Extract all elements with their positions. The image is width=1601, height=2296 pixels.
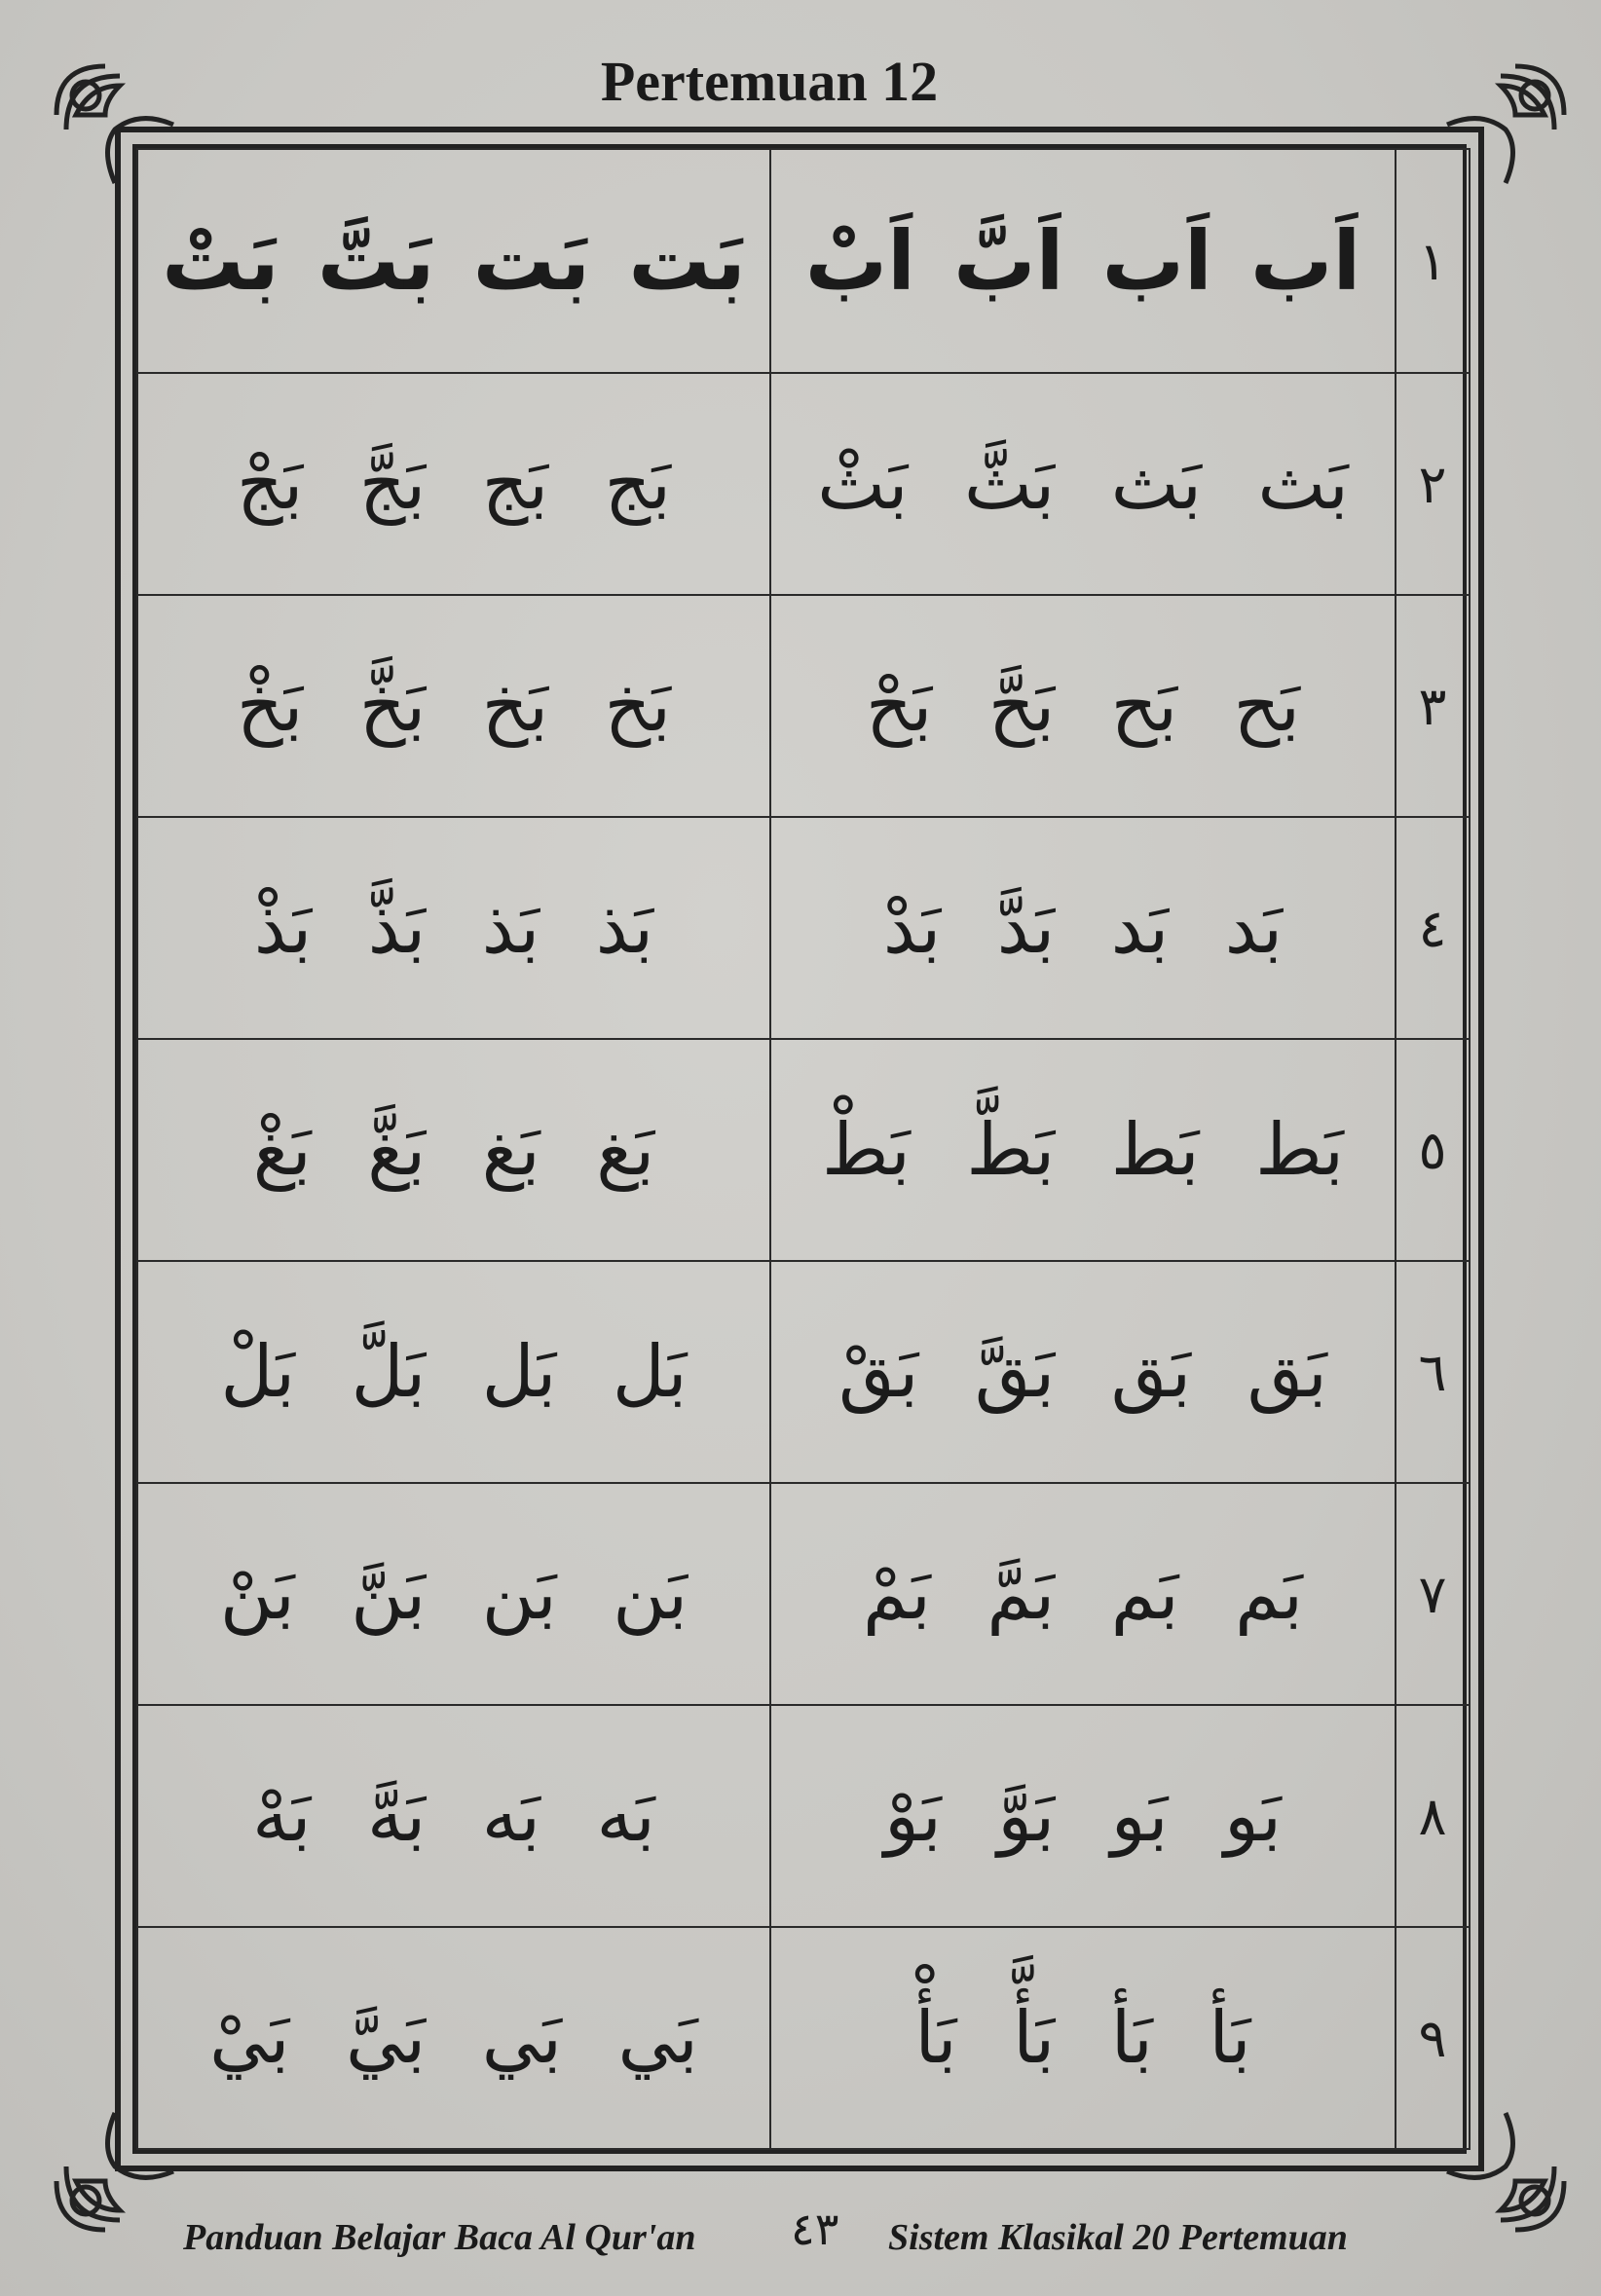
lesson-cell-left: بَل بَل بَلَّ بَلْ: [137, 1261, 770, 1483]
table-row: [137, 149, 1470, 373]
row-number: ٥: [1396, 1039, 1470, 1261]
table-row: [137, 1927, 1470, 2149]
table-row: [137, 1705, 1470, 1927]
lesson-cell-left: بَذ بَذ بَذَّ بَذْ: [137, 817, 770, 1039]
lesson-cell-right: بَو بَو بَوَّ بَوْ: [770, 1705, 1396, 1927]
lesson-cell-left: بَي بَي بَيَّ بَيْ: [137, 1927, 770, 2149]
table-row: [137, 595, 1470, 817]
row-number: ٧: [1396, 1483, 1470, 1705]
lesson-cell-right: بَث بَث بَثَّ بَثْ: [770, 373, 1396, 595]
lesson-cell-right: بَق بَق بَقَّ بَقْ: [770, 1261, 1396, 1483]
table-row: [137, 1483, 1470, 1705]
table-row: [137, 1039, 1470, 1261]
row-number: ٨: [1396, 1705, 1470, 1927]
lesson-cell-right: بَد بَد بَدَّ بَدْ: [770, 817, 1396, 1039]
row-number: ٤: [1396, 817, 1470, 1039]
lesson-cell-right: اَب اَب اَبَّ اَبْ: [770, 149, 1396, 373]
footer-page-number: ٤٣: [791, 2203, 839, 2255]
lesson-cell-right: بَأ بَأ بَأَّ بَأْ: [770, 1927, 1396, 2149]
row-number: ١: [1396, 149, 1470, 373]
lesson-cell-left: بَغ بَغ بَغَّ بَغْ: [137, 1039, 770, 1261]
table-row: [137, 817, 1470, 1039]
lesson-cell-left: بَت بَت بَتَّ بَتْ: [137, 149, 770, 373]
table-row: [137, 373, 1470, 595]
lesson-cell-left: بَن بَن بَنَّ بَنْ: [137, 1483, 770, 1705]
lesson-cell-right: بَط بَط بَطَّ بَطْ: [770, 1039, 1396, 1261]
row-number: ٢: [1396, 373, 1470, 595]
lesson-cell-right: بَم بَم بَمَّ بَمْ: [770, 1483, 1396, 1705]
lesson-cell-right: بَح بَح بَحَّ بَحْ: [770, 595, 1396, 817]
footer-book-title: Panduan Belajar Baca Al Qur'an: [183, 2217, 696, 2258]
table-row: [137, 1261, 1470, 1483]
page-title: Pertemuan 12: [600, 50, 939, 113]
lesson-table: [136, 148, 1471, 2150]
lesson-cell-left: بَه بَه بَهَّ بَهْ: [137, 1705, 770, 1927]
row-number: ٩: [1396, 1927, 1470, 2149]
footer-series-title: Sistem Klasikal 20 Pertemuan: [888, 2217, 1348, 2258]
row-number: ٣: [1396, 595, 1470, 817]
page-footer: [0, 2203, 1601, 2271]
row-number: ٦: [1396, 1261, 1470, 1483]
lesson-cell-left: بَج بَج بَجَّ بَجْ: [137, 373, 770, 595]
lesson-cell-left: بَخ بَخ بَخَّ بَخْ: [137, 595, 770, 817]
